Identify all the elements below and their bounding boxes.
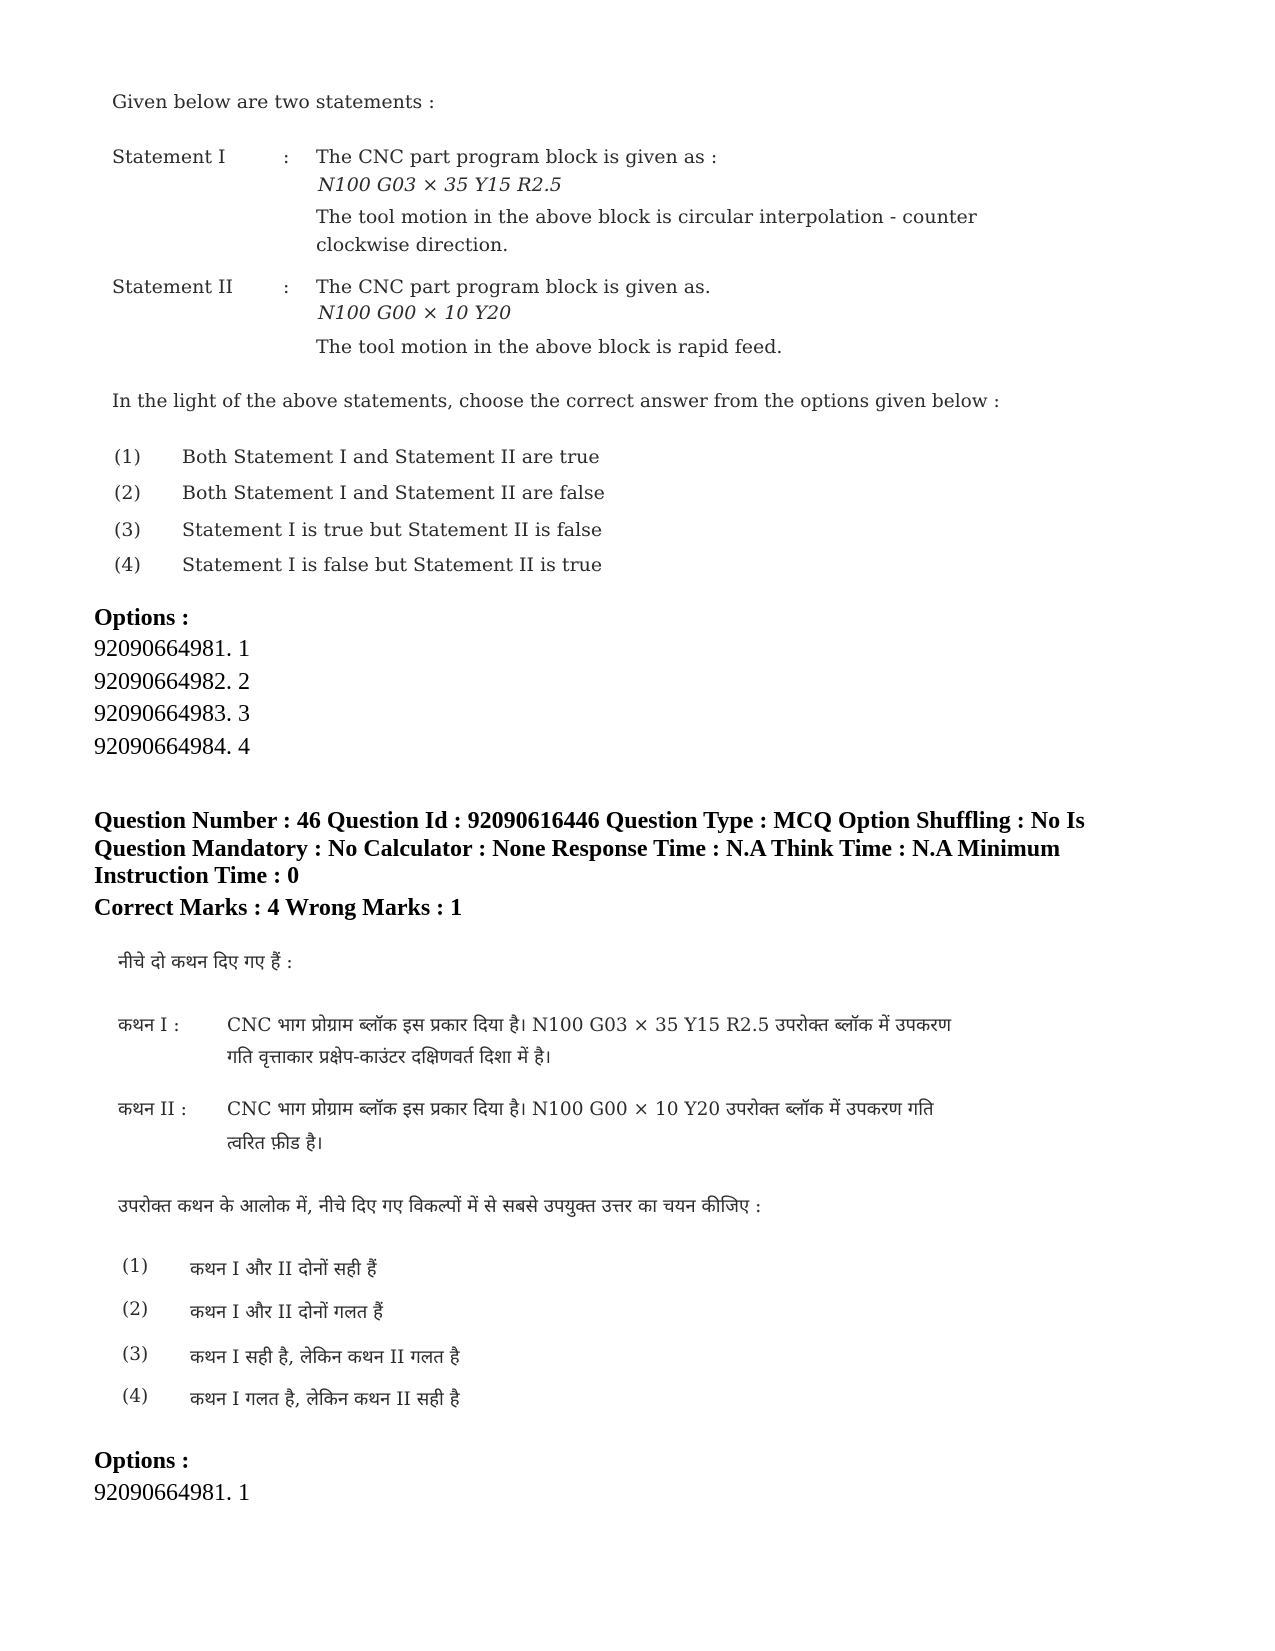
question-meta-line1: Question Number : 46 Question Id : 92090616446 Question Type : MCQ Option Shuffling : No Is (94, 808, 1085, 834)
choice-4-number: (4) (114, 554, 141, 576)
english-intro: Given below are two statements : (112, 91, 435, 113)
option-item: 92090664983. 3 (94, 701, 250, 727)
choice-4-text: Statement I is false but Statement II is true (182, 554, 603, 576)
statement-2-label: Statement II (112, 276, 234, 298)
statement-1-code: N100 G03 × 35 Y15 R2.5 (318, 174, 562, 196)
statement-2-line3: The tool motion in the above block is rapid feed. (316, 336, 783, 358)
english-question-block (0, 0, 1275, 600)
hindi-statement-2-line1: CNC भाग प्रोग्राम ब्लॉक इस प्रकार दिया है। N100 G00 × 10 Y20 उपरोक्त ब्लॉक में उपकरण गति (227, 1099, 934, 1120)
choice-3-number: (3) (114, 519, 141, 541)
statement-2-line1: The CNC part program block is given as. (316, 276, 711, 298)
question-marks: Correct Marks : 4 Wrong Marks : 1 (94, 895, 463, 921)
choice-1-text: Both Statement I and Statement II are true (182, 446, 600, 468)
hindi-instruction: उपरोक्त कथन के आलोक में, नीचे दिए गए विकल्पों में से सबसे उपयुक्त उत्तर का चयन कीजिए : (118, 1196, 762, 1217)
statement-2-code: N100 G00 × 10 Y20 (318, 302, 512, 324)
hindi-statement-1-line2: गति वृत्ताकार प्रक्षेप-काउंटर दक्षिणवर्त दिशा में है। (227, 1047, 552, 1068)
hindi-choice-4-number: (4) (122, 1386, 149, 1407)
hindi-choice-2-number: (2) (122, 1299, 149, 1320)
statement-1-line1: The CNC part program block is given as : (316, 146, 718, 168)
hindi-statement-2-label: कथन II : (118, 1099, 187, 1120)
options-heading: Options : (94, 605, 190, 631)
choice-3-text: Statement I is true but Statement II is false (182, 519, 603, 541)
choice-2-text: Both Statement I and Statement II are false (182, 482, 605, 504)
hindi-choice-1-number: (1) (122, 1256, 149, 1277)
hindi-choice-3-text: कथन I सही है, लेकिन कथन II गलत है (190, 1347, 460, 1368)
option-item: 92090664984. 4 (94, 734, 250, 760)
statement-1-line3: The tool motion in the above block is circular interpolation - counter (316, 206, 977, 228)
statement-1-colon: : (283, 146, 290, 168)
options-heading-2: Options : (94, 1448, 190, 1474)
hindi-choice-3-number: (3) (122, 1344, 149, 1365)
question-meta-line3: Instruction Time : 0 (94, 863, 300, 889)
option-item: 92090664981. 1 (94, 636, 250, 662)
hindi-statement-1-label: कथन I : (118, 1015, 180, 1036)
hindi-intro: नीचे दो कथन दिए गए हैं : (118, 952, 293, 973)
hindi-choice-1-text: कथन I और II दोनों सही हैं (190, 1259, 377, 1280)
hindi-choice-2-text: कथन I और II दोनों गलत हैं (190, 1302, 383, 1323)
statement-1-line4: clockwise direction. (316, 234, 509, 256)
hindi-statement-1-line1: CNC भाग प्रोग्राम ब्लॉक इस प्रकार दिया है। N100 G03 × 35 Y15 R2.5 उपरोक्त ब्लॉक में उपकरण (227, 1015, 952, 1036)
option-item: 92090664981. 1 (94, 1480, 250, 1506)
hindi-statement-2-line2: त्वरित फ़ीड है। (227, 1133, 323, 1154)
hindi-question-block (0, 930, 1275, 1430)
hindi-choice-4-text: कथन I गलत है, लेकिन कथन II सही है (190, 1389, 460, 1410)
option-item: 92090664982. 2 (94, 669, 250, 695)
english-instruction: In the light of the above statements, choose the correct answer from the options given below : (112, 391, 1000, 412)
statement-2-colon: : (283, 276, 290, 298)
statement-1-label: Statement I (112, 146, 226, 168)
choice-1-number: (1) (114, 446, 141, 468)
question-meta-line2: Question Mandatory : No Calculator : None Response Time : N.A Think Time : N.A Minimum (94, 836, 1061, 862)
choice-2-number: (2) (114, 482, 141, 504)
